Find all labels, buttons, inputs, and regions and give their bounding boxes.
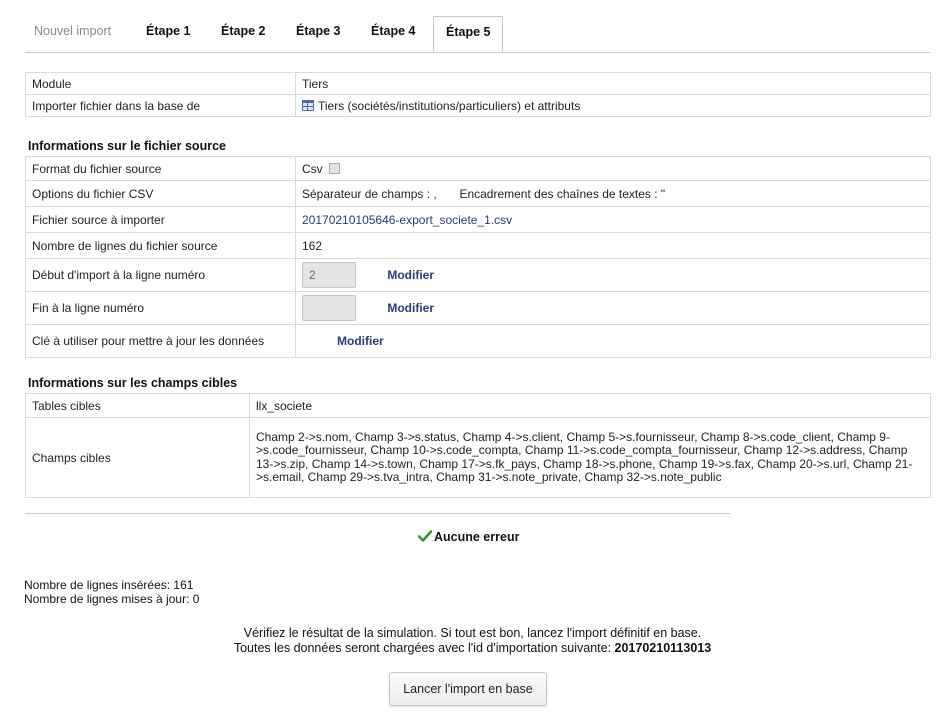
- tab-step-4[interactable]: Étape 4: [371, 24, 416, 38]
- source-section-title: Informations sur le fichier source: [28, 139, 226, 153]
- import-id-value: 20170210113013: [614, 641, 712, 655]
- inserted-count: Nombre de lignes insérées: 161: [24, 578, 194, 592]
- import-id-message: [0, 641, 945, 655]
- import-id-prefix: Toutes les données seront chargées avec l'id d'importation suivante:: [233, 641, 612, 655]
- line-count-value: 162: [296, 233, 931, 259]
- file-format-icon: [329, 163, 340, 174]
- target-fields-label: Champs cibles: [26, 418, 250, 498]
- tab-step-1[interactable]: Étape 1: [146, 24, 191, 38]
- target-tables-label: Tables cibles: [26, 394, 250, 418]
- end-line-label: Fin à la ligne numéro: [26, 292, 296, 325]
- divider: [25, 513, 730, 514]
- table-icon: [302, 100, 314, 111]
- tab-new-import[interactable]: Nouvel import: [34, 24, 112, 38]
- modify-end-link[interactable]: Modifier: [387, 301, 435, 315]
- format-value: Csv: [302, 161, 323, 176]
- import-target-value: Tiers (sociétés/institutions/particuliers) et attributs: [318, 98, 581, 113]
- no-error-text: Aucune erreur: [434, 530, 520, 544]
- target-tables-value: llx_societe: [250, 394, 931, 418]
- module-label: Module: [26, 73, 296, 95]
- step-tabs: [25, 16, 930, 53]
- start-line-input[interactable]: 2: [302, 262, 356, 288]
- modify-start-link[interactable]: Modifier: [387, 268, 435, 282]
- format-label: Format du fichier source: [26, 157, 296, 181]
- updated-count: Nombre de lignes mises à jour: 0: [24, 592, 200, 606]
- module-value: Tiers: [296, 73, 931, 95]
- target-info-table: [25, 393, 931, 498]
- enclosure-value: Encadrement des chaînes de textes : ": [459, 186, 666, 201]
- modify-key-link[interactable]: Modifier: [337, 334, 384, 348]
- source-file-label: Fichier source à importer: [26, 207, 296, 233]
- end-line-input[interactable]: [302, 295, 356, 321]
- target-fields-value: Champ 2->s.nom, Champ 3->s.status, Champ 4->s.client, Champ 5->s.fournisseur, Champ 8->s.code_client, Champ 9->s.code_fournisseur, Champ 10->s.code_compta, Champ 11->s.code_compta_fournisseur, Champ 12->s.address, Champ 13->s.zip, Champ 14->s.town, Champ 17->s.fk_pays, Champ 18->s.phone, Champ 19->s.fax, Champ 20->s.url, Champ 21->s.email, Champ 29->s.tva_intra, Champ 31->s.note_private, Champ 32->s.note_public: [250, 418, 931, 498]
- tab-step-2[interactable]: Étape 2: [221, 24, 266, 38]
- module-table: [25, 72, 931, 117]
- no-error-status: [418, 530, 519, 544]
- csv-options-label: Options du fichier CSV: [26, 181, 296, 207]
- import-target-label: Importer fichier dans la base de: [26, 95, 296, 117]
- line-count-label: Nombre de lignes du fichier source: [26, 233, 296, 259]
- launch-import-button[interactable]: Lancer l'import en base: [389, 672, 547, 706]
- check-icon: [418, 530, 432, 542]
- tab-step-5[interactable]: Étape 5: [433, 16, 503, 52]
- source-info-table: [25, 156, 931, 358]
- source-file-link[interactable]: 20170210105646-export_societe_1.csv: [302, 212, 513, 227]
- separator-value: Séparateur de champs : ,: [302, 186, 437, 201]
- tab-step-3[interactable]: Étape 3: [296, 24, 341, 38]
- update-key-label: Clé à utiliser pour mettre à jour les données: [26, 325, 296, 358]
- start-line-label: Début d'import à la ligne numéro: [26, 259, 296, 292]
- simulation-check-message: Vérifiez le résultat de la simulation. Si tout est bon, lancez l'import définitif en base.: [243, 626, 702, 640]
- target-section-title: Informations sur les champs cibles: [28, 376, 238, 390]
- import-stats: [24, 578, 199, 606]
